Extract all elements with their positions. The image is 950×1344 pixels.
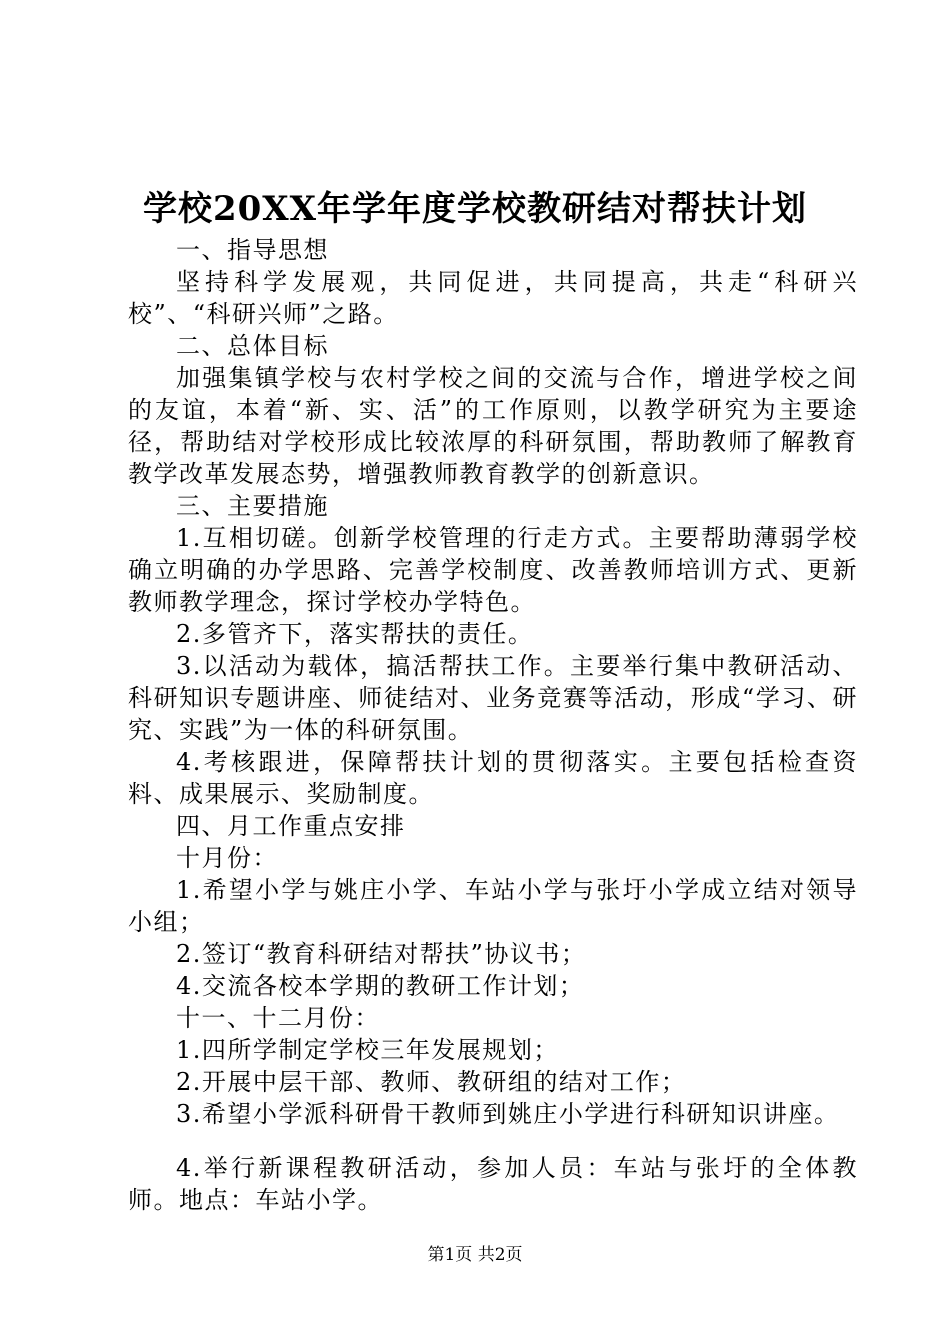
page-footer: 第1页 共2页 (427, 1245, 523, 1265)
document-title: 学校20XX年学年度学校教研结对帮扶计划 (142, 189, 808, 229)
october-item-1: 1.希望小学与姚庄小学、车站小学与张圩小学成立结对领导小组； (128, 876, 858, 936)
section-heading-guiding-ideology: 一、指导思想 (176, 236, 329, 264)
measure-item-2: 2.多管齐下，落实帮扶的责任。 (176, 620, 534, 648)
october-item-4: 4.交流各校本学期的教研工作计划； (176, 972, 585, 1000)
document-body (128, 234, 858, 1216)
section-heading-main-measures: 三、主要措施 (176, 492, 329, 520)
measure-item-3: 3.以活动为载体，搞活帮扶工作。主要举行集中教研活动、科研知识专题讲座、师徒结对、业务竞赛等活动，形成“学习、研究、实践”为一体的科研氛围。 (128, 652, 858, 744)
nov-dec-item-4: 4.举行新课程教研活动，参加人员：车站与张圩的全体教师。地点：车站小学。 (128, 1154, 858, 1214)
measure-item-1: 1.互相切磋。创新学校管理的行走方式。主要帮助薄弱学校确立明确的办学思路、完善学校制度、改善教师培训方式、更新教师教学理念，探讨学校办学特色。 (128, 524, 858, 616)
paragraph-overall-goal: 加强集镇学校与农村学校之间的交流与合作，增进学校之间的友谊，本着“新、实、活”的工作原则，以教学研究为主要途径，帮助结对学校形成比较浓厚的科研氛围，帮助教师了解教育教学改革发展态势，增强教师教育教学的创新意识。 (128, 364, 858, 488)
paragraph-guiding-ideology: 坚持科学发展观，共同促进，共同提高，共走“科研兴校”、“科研兴师”之路。 (128, 268, 858, 328)
section-heading-overall-goal: 二、总体目标 (176, 332, 329, 360)
nov-dec-item-2: 2.开展中层干部、教师、教研组的结对工作； (176, 1068, 687, 1096)
month-heading-november-december: 十一、十二月份： (176, 1004, 380, 1032)
month-heading-october: 十月份： (176, 844, 278, 872)
section-heading-monthly-schedule: 四、月工作重点安排 (176, 812, 406, 840)
nov-dec-item-1: 1.四所学制定学校三年发展规划； (176, 1036, 559, 1064)
nov-dec-item-3: 3.希望小学派科研骨干教师到姚庄小学进行科研知识讲座。 (176, 1100, 840, 1128)
measure-item-4: 4.考核跟进，保障帮扶计划的贯彻落实。主要包括检查资料、成果展示、奖励制度。 (128, 748, 858, 808)
october-item-2: 2.签订“教育科研结对帮扶”协议书； (176, 940, 587, 968)
